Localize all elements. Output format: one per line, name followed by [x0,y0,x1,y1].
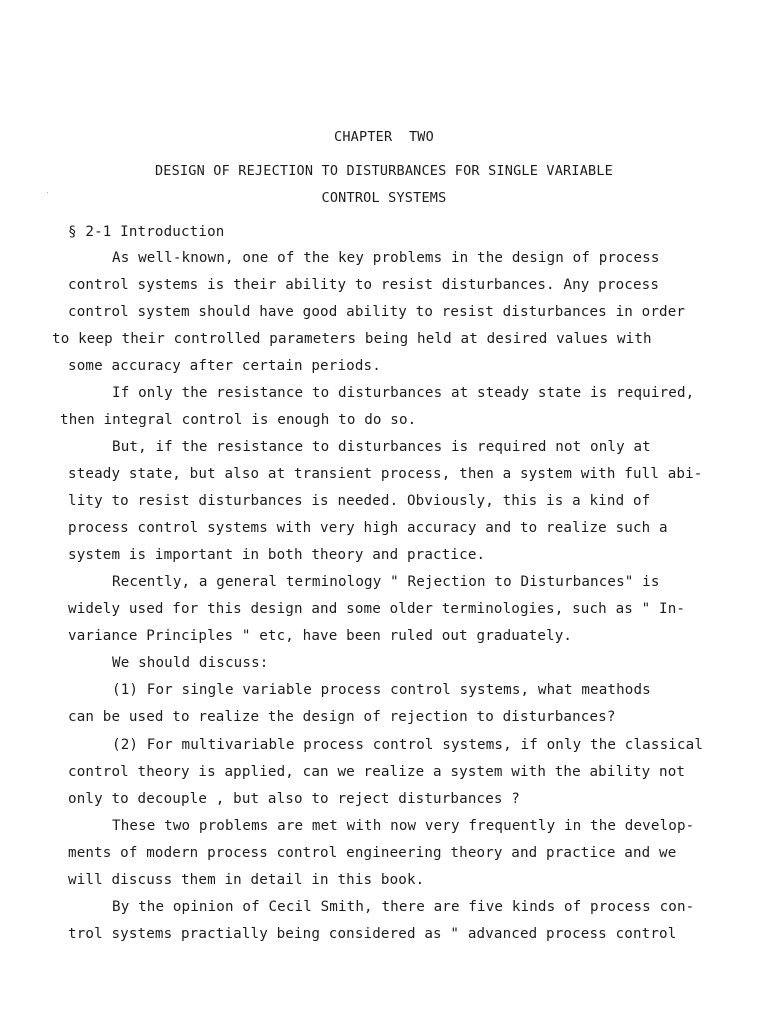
body-line: can be used to realize the design of rejection to disturbances? [68,709,616,725]
body-line: system is important in both theory and practice. [68,547,486,563]
body-line: only to decouple , but also to reject disturbances ? [68,791,520,807]
body-line: control system should have good ability to resist disturbances in order [68,304,686,320]
chapter-title-line-1: DESIGN OF REJECTION TO DISTURBANCES FOR SINGLE VARIABLE [154,163,614,179]
body-line: trol systems practially being considered as " advanced process control [68,926,677,942]
body-line: Recently, a general terminology " Rejection to Disturbances" is [112,574,660,590]
body-line: But, if the resistance to disturbances is required not only at [112,439,651,455]
body-line: some accuracy after certain periods. [68,358,381,374]
body-line: If only the resistance to disturbances at steady state is required, [112,385,695,401]
chapter-title-line-2: CONTROL SYSTEMS [321,190,447,206]
body-line: These two problems are met with now very frequently in the develop- [112,818,695,834]
chapter-label: CHAPTER TWO [334,129,434,145]
body-line: to keep their controlled parameters being held at desired values with [52,331,652,347]
body-line: then integral control is enough to do so. [60,412,417,428]
body-line: As well-known, one of the key problems in the design of process [112,250,660,266]
body-line: steady state, but also at transient process, then a system with full abi- [68,466,703,482]
section-heading: § 2-1 Introduction [68,224,225,240]
body-line: By the opinion of Cecil Smith, there are five kinds of process con- [112,899,695,915]
scan-speck [47,192,48,193]
body-line: control theory is applied, can we realize a system with the ability not [68,764,686,780]
body-line: We should discuss: [112,655,269,671]
body-line: widely used for this design and some older terminologies, such as " In- [68,601,686,617]
body-line: (2) For multivariable process control systems, if only the classical [112,737,704,753]
body-line: lity to resist disturbances is needed. Obviously, this is a kind of [68,493,651,509]
body-line: will discuss them in detail in this book. [68,872,425,888]
body-line: variance Principles " etc, have been ruled out graduately. [68,628,573,644]
body-line: ments of modern process control engineering theory and practice and we [68,845,677,861]
body-line: process control systems with very high accuracy and to realize such a [68,520,668,536]
body-line: (1) For single variable process control systems, what meathods [112,682,651,698]
body-line: control systems is their ability to resist disturbances. Any process [68,277,660,293]
